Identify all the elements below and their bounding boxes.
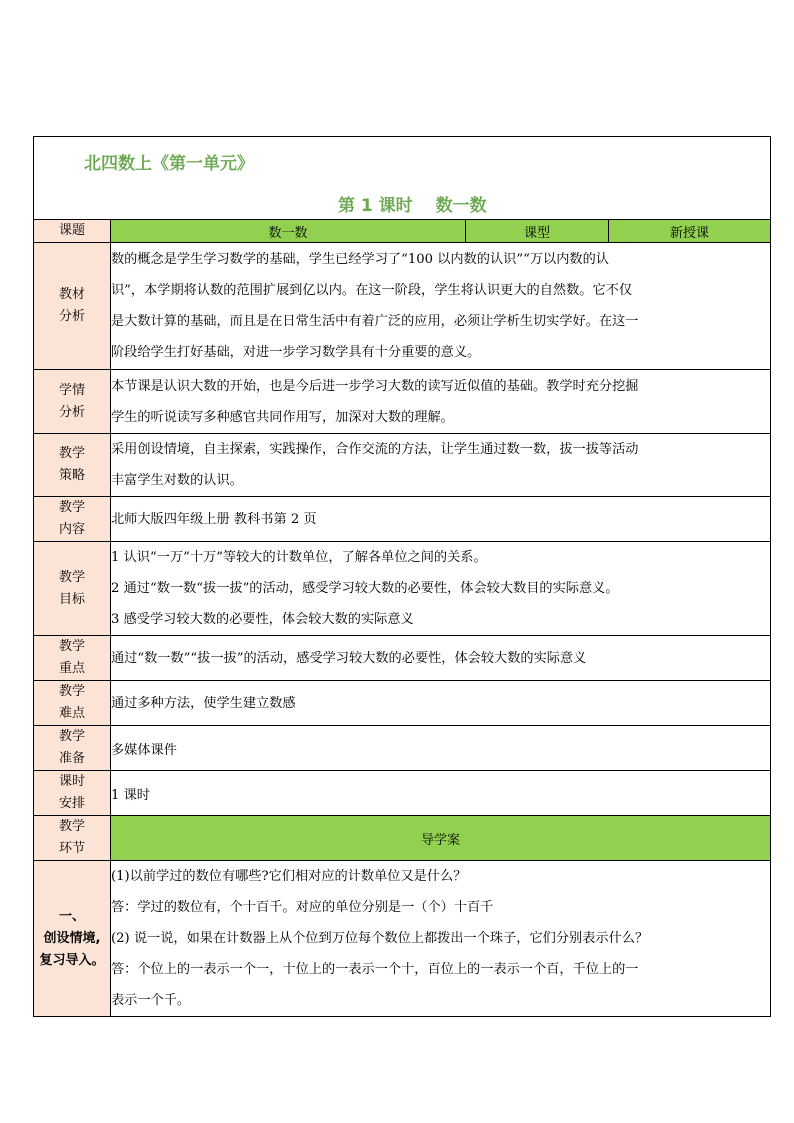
unit-title: 北四数上《第一单元》 (84, 154, 254, 174)
hours-label: 课时 安排 (34, 771, 111, 816)
type-value: 新授课 (609, 220, 771, 243)
stage-header: 导学案 (111, 816, 771, 861)
teaching-focus: 通过“数一数”“拔一拔”的活动，感受学习较大数的必要性，体会较大数的实际意义 (111, 636, 771, 681)
difficulty-label: 教学 难点 (34, 681, 111, 726)
topic-value: 数一数 (111, 220, 466, 243)
teaching-goals: 1 认识“一万”十万”等较大的计数单位，了解各单位之间的关系。 2 通过“数一数“拔一拔”的活动，感受学习较大数的必要性，体会较大数目的实际意义。 3 感受学习较大数的必要性，体会较大数的实际意义 (111, 542, 771, 636)
teaching-strategy: 采用创设情境，自主探索，实践操作，合作交流的方法，让学生通过数一数，拔一拔等活动 丰富学生对数的认识。 (111, 434, 771, 497)
focus-label: 教学 重点 (34, 636, 111, 681)
stage-label: 教学 环节 (34, 816, 111, 861)
teaching-prep: 多媒体课件 (111, 726, 771, 771)
intro-content: (1)以前学过的数位有哪些?它们相对应的计数单位又是什么？ 答：学过的数位有，个十百千。对应的单位分别是一（个）十百千 (2) 说一说，如果在计数器上从个位到万位每个数位上都拨出一个珠子，它们分别表示什么？ 答：个位上的一表示一个一，十位上的一表示一个十，百位上的一表示一个百，千位上的一 表示一个千。 (111, 861, 771, 1017)
students-analysis: 本节课是认识大数的开始，也是今后进一步学习大数的读写近似值的基础。教学时充分挖掘 学生的听说读写多种感官共同作用写，加深对大数的理解。 (111, 370, 771, 434)
goals-label: 教学 目标 (34, 542, 111, 636)
topic-label: 课题 (34, 220, 111, 243)
strategy-label: 教学 策略 (34, 434, 111, 497)
lesson-plan-table (33, 136, 771, 1017)
materials-analysis: 数的概念是学生学习数学的基础，学生已经学习了“100 以内数的认识”“万以内数的认 识”，本学期将认数的范围扩展到亿以内。在这一阶段，学生将认识更大的自然数。它不仅 是大数计算的基础，而且是在日常生活中有着广泛的应用，必须让学析生切实学好。在这一 阶段给学生打好基础，对进一步学习数学具有十分重要的意义。 (111, 243, 771, 370)
type-label: 课型 (466, 220, 609, 243)
prep-label: 教学 准备 (34, 726, 111, 771)
teaching-difficulty: 通过多种方法，使学生建立数感 (111, 681, 771, 726)
lesson-hours: 1 课时 (111, 771, 771, 816)
content-label: 教学 内容 (34, 497, 111, 542)
teaching-content: 北师大版四年级上册 教科书第 2 页 (111, 497, 771, 542)
lesson-title: 第 1 课时 数一数 (338, 196, 487, 216)
title-cell (34, 137, 771, 220)
materials-label: 教材 分析 (34, 243, 111, 370)
students-label: 学情 分析 (34, 370, 111, 434)
intro-label: 一、 创设情境, 复习导入。 (34, 861, 111, 1017)
